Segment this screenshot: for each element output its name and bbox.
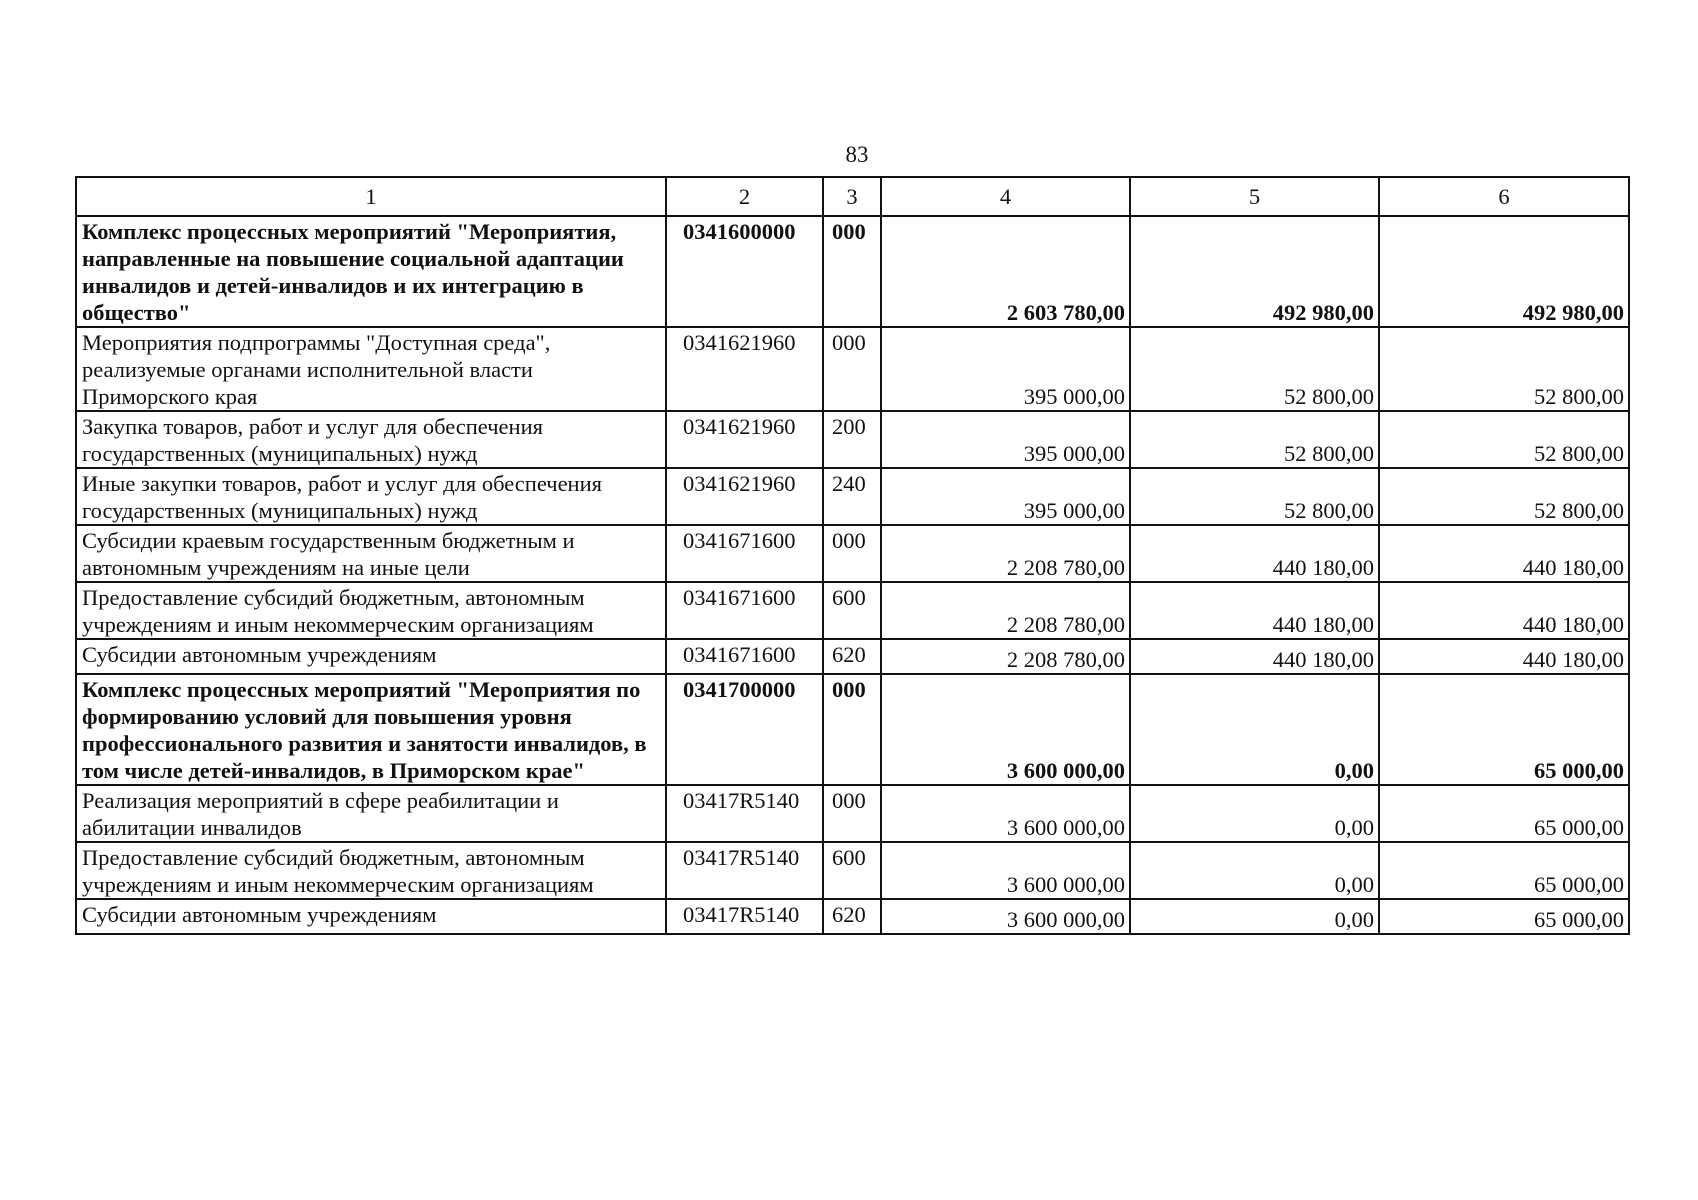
row-code: 0341621960	[666, 327, 823, 411]
column-header-2: 2	[666, 177, 823, 216]
row-value-col6: 65 000,00	[1379, 674, 1629, 785]
row-value-col4: 395 000,00	[881, 411, 1130, 468]
row-expense-type: 000	[823, 785, 881, 842]
budget-table	[75, 176, 1630, 935]
row-value-col4: 2 208 780,00	[881, 582, 1130, 639]
row-value-col6: 52 800,00	[1379, 468, 1629, 525]
row-name: Реализация мероприятий в сфере реабилитации и абилитации инвалидов	[76, 785, 666, 842]
row-name: Предоставление субсидий бюджетным, автономным учреждениям и иным некоммерческим организациям	[76, 582, 666, 639]
row-value-col5: 0,00	[1130, 842, 1379, 899]
table-header-row	[76, 177, 1629, 216]
row-value-col4: 3 600 000,00	[881, 899, 1130, 934]
row-value-col6: 65 000,00	[1379, 899, 1629, 934]
row-expense-type: 000	[823, 327, 881, 411]
row-code: 0341600000	[666, 216, 823, 327]
row-value-col5: 0,00	[1130, 785, 1379, 842]
row-value-col5: 440 180,00	[1130, 582, 1379, 639]
row-value-col4: 3 600 000,00	[881, 674, 1130, 785]
row-value-col6: 440 180,00	[1379, 525, 1629, 582]
row-value-col6: 65 000,00	[1379, 785, 1629, 842]
row-code: 03417R5140	[666, 842, 823, 899]
table-row	[76, 582, 1629, 639]
row-expense-type: 200	[823, 411, 881, 468]
row-expense-type: 620	[823, 899, 881, 934]
row-code: 0341671600	[666, 525, 823, 582]
row-name: Субсидии краевым государственным бюджетным и автономным учреждениям на иные цели	[76, 525, 666, 582]
row-value-col5: 440 180,00	[1130, 639, 1379, 674]
row-value-col6: 440 180,00	[1379, 639, 1629, 674]
row-expense-type: 000	[823, 674, 881, 785]
row-name: Предоставление субсидий бюджетным, автономным учреждениям и иным некоммерческим организациям	[76, 842, 666, 899]
column-header-1: 1	[76, 177, 666, 216]
row-value-col4: 3 600 000,00	[881, 785, 1130, 842]
column-header-5: 5	[1130, 177, 1379, 216]
row-value-col6: 52 800,00	[1379, 327, 1629, 411]
table-row	[76, 216, 1629, 327]
row-expense-type: 000	[823, 525, 881, 582]
table-row	[76, 639, 1629, 674]
column-header-4: 4	[881, 177, 1130, 216]
row-name: Закупка товаров, работ и услуг для обеспечения государственных (муниципальных) нужд	[76, 411, 666, 468]
table-row	[76, 842, 1629, 899]
table-row	[76, 785, 1629, 842]
table-row	[76, 468, 1629, 525]
row-value-col5: 0,00	[1130, 674, 1379, 785]
table-row	[76, 525, 1629, 582]
row-code: 03417R5140	[666, 785, 823, 842]
row-value-col5: 0,00	[1130, 899, 1379, 934]
row-code: 0341671600	[666, 582, 823, 639]
row-value-col6: 492 980,00	[1379, 216, 1629, 327]
row-name: Комплекс процессных мероприятий "Мероприятия, направленные на повышение социальной адаптации инвалидов и детей-инвалидов и их интеграцию в общество"	[76, 216, 666, 327]
page-number: 83	[845, 142, 869, 167]
table-row	[76, 899, 1629, 934]
row-value-col5: 492 980,00	[1130, 216, 1379, 327]
row-value-col5: 440 180,00	[1130, 525, 1379, 582]
table-row	[76, 327, 1629, 411]
row-value-col6: 52 800,00	[1379, 411, 1629, 468]
row-value-col4: 395 000,00	[881, 327, 1130, 411]
row-expense-type: 240	[823, 468, 881, 525]
row-value-col6: 65 000,00	[1379, 842, 1629, 899]
column-header-6: 6	[1379, 177, 1629, 216]
row-value-col4: 395 000,00	[881, 468, 1130, 525]
row-value-col4: 2 208 780,00	[881, 525, 1130, 582]
row-value-col4: 3 600 000,00	[881, 842, 1130, 899]
row-code: 0341700000	[666, 674, 823, 785]
row-value-col5: 52 800,00	[1130, 468, 1379, 525]
row-expense-type: 600	[823, 582, 881, 639]
row-name: Субсидии автономным учреждениям	[76, 639, 666, 674]
table-row	[76, 674, 1629, 785]
row-code: 0341621960	[666, 468, 823, 525]
row-name: Иные закупки товаров, работ и услуг для обеспечения государственных (муниципальных) нужд	[76, 468, 666, 525]
row-name: Мероприятия подпрограммы "Доступная среда", реализуемые органами исполнительной власти Приморского края	[76, 327, 666, 411]
row-value-col5: 52 800,00	[1130, 327, 1379, 411]
row-expense-type: 620	[823, 639, 881, 674]
row-value-col4: 2 603 780,00	[881, 216, 1130, 327]
row-name: Комплекс процессных мероприятий "Мероприятия по формированию условий для повышения уровня профессионального развития и занятости инвалидов, в том числе детей-инвалидов, в Приморском крае"	[76, 674, 666, 785]
row-code: 0341621960	[666, 411, 823, 468]
row-code: 0341671600	[666, 639, 823, 674]
row-expense-type: 600	[823, 842, 881, 899]
row-name: Субсидии автономным учреждениям	[76, 899, 666, 934]
column-header-3: 3	[823, 177, 881, 216]
table-row	[76, 411, 1629, 468]
row-value-col6: 440 180,00	[1379, 582, 1629, 639]
row-expense-type: 000	[823, 216, 881, 327]
row-code: 03417R5140	[666, 899, 823, 934]
row-value-col4: 2 208 780,00	[881, 639, 1130, 674]
row-value-col5: 52 800,00	[1130, 411, 1379, 468]
